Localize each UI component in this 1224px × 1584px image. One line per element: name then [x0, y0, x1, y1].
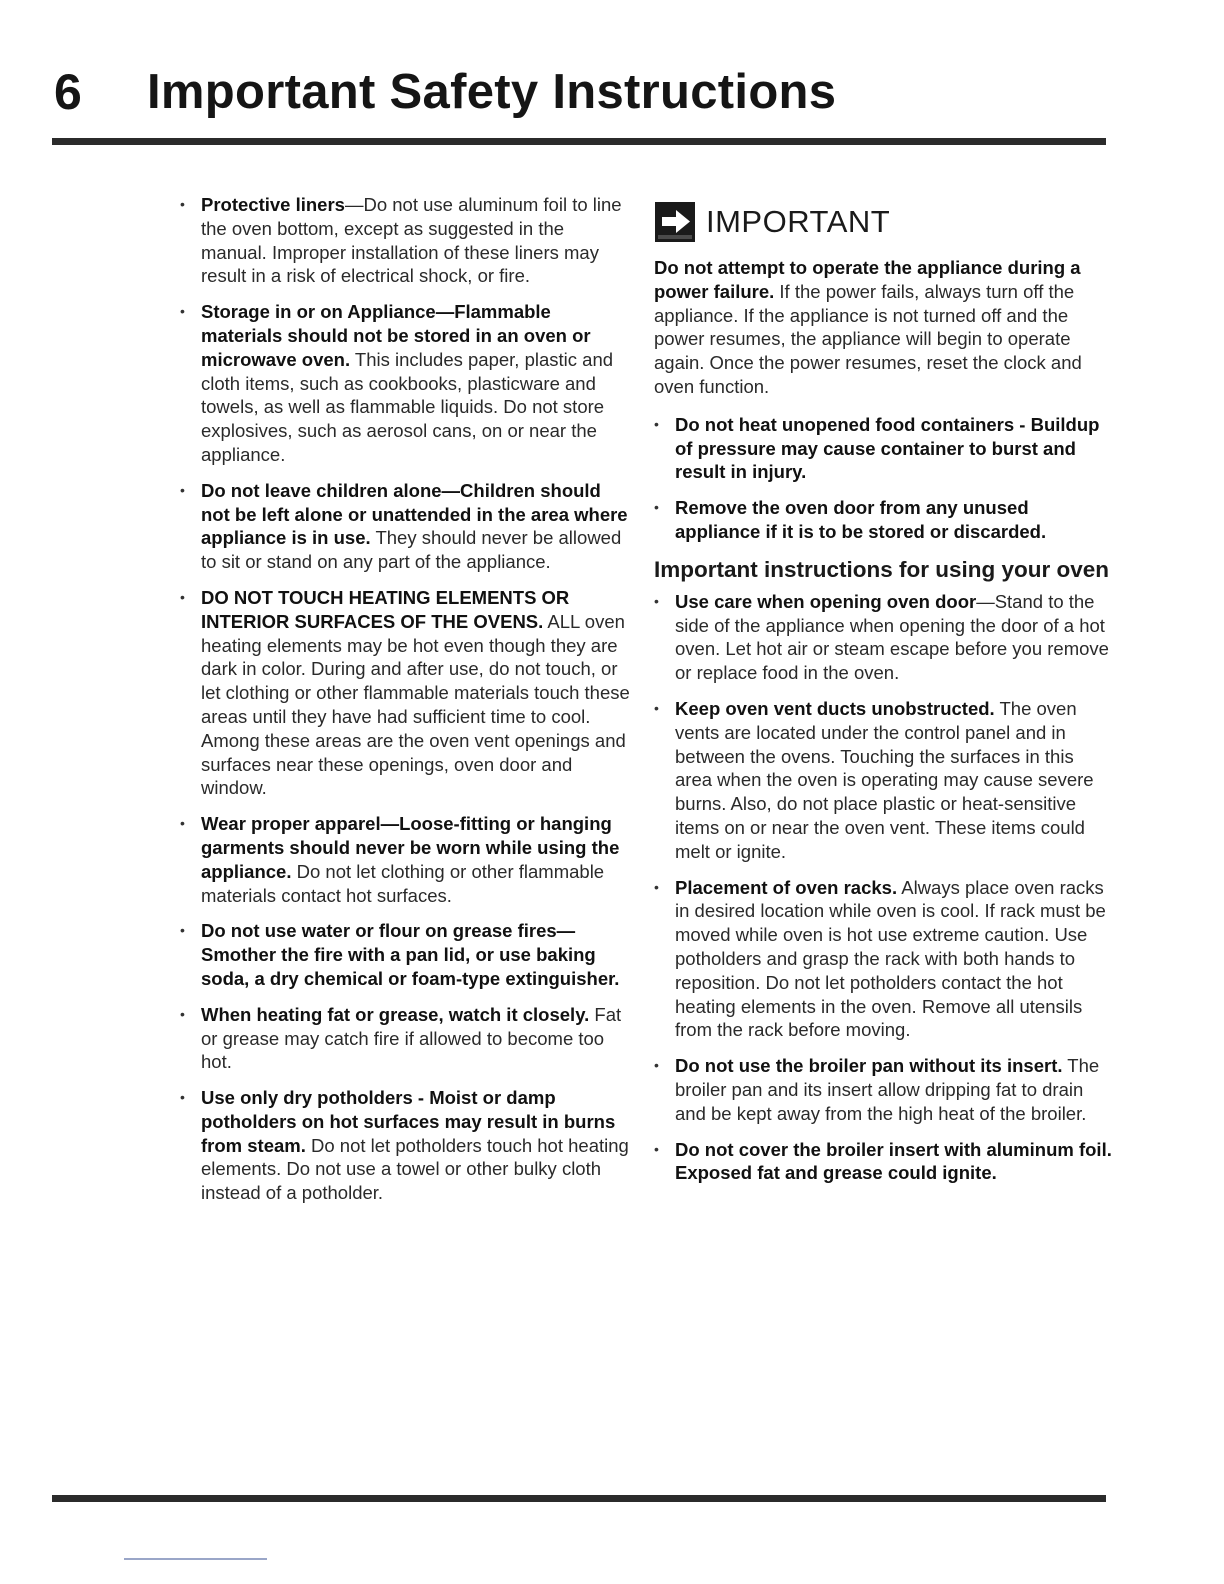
item-bold: Do not leave children alone—Children should not be left alone or unattended in the area where appliance is in use. — [201, 479, 628, 549]
item-text: Fat or grease may catch fire if allowed to become too hot. — [201, 1003, 622, 1073]
footer-underline — [124, 1558, 267, 1560]
list-item — [654, 413, 1112, 484]
list-item — [654, 1054, 1112, 1125]
left-column — [180, 193, 632, 1217]
item-bold: Do not use water or flour on grease fires— Smother the fire with a pan lid, or use baking soda, a dry chemical or foam-type extinguisher. — [201, 920, 620, 989]
safety-list-right-top — [654, 413, 1112, 544]
important-bold: Do not attempt to operate the appliance during a power failure. — [654, 257, 1081, 302]
important-paragraph — [654, 256, 1112, 399]
item-text: Do not let clothing or other flammable materials contact hot surfaces. — [201, 860, 605, 906]
item-bold: Do not heat unopened food containers - Buildup of pressure may cause container to burst and result in injury. — [675, 413, 1100, 483]
list-item — [654, 496, 1112, 544]
list-item — [654, 590, 1112, 685]
list-item — [180, 1086, 632, 1205]
item-text: The broiler pan and its insert allow dripping fat to drain and be kept away from the high heat of the broiler. — [675, 1055, 1100, 1124]
list-item — [654, 876, 1112, 1043]
item-bold: Use only dry potholders - Moist or damp potholders on hot surfaces may result in burns from steam. — [201, 1087, 616, 1156]
list-item — [180, 479, 632, 574]
item-text: The oven vents are located under the control panel and in between the ovens. Touching the surfaces in this area when the oven is operating may cause severe burns. Also, do not place plastic or heat-sensitive items on or near the oven vent. These items could melt or ignite. — [675, 697, 1094, 862]
item-bold: Protective liners — [201, 194, 345, 215]
item-bold: Do not cover the broiler insert with aluminum foil. Exposed fat and grease could ignite. — [675, 1138, 1112, 1184]
item-bold: Placement of oven racks. — [675, 876, 898, 898]
item-text: They should never be allowed to sit or stand on any part of the appliance. — [201, 527, 622, 573]
list-item — [180, 919, 632, 990]
important-label: IMPORTANT — [706, 204, 891, 239]
important-text: If the power fails, always turn off the appliance. If the appliance is not turned off and the power resumes, the appliance will begin to operate again. Once the power resumes, reset the clock and oven function. — [654, 280, 1082, 397]
item-bold: Wear proper apparel—Loose-fitting or hanging garments should never be worn while using the appliance. — [201, 813, 620, 882]
safety-list-left — [180, 193, 632, 1205]
list-item — [180, 1003, 632, 1074]
item-bold: Keep oven vent ducts unobstructed. — [675, 697, 995, 719]
item-bold: Remove the oven door from any unused appliance if it is to be stored or discarded. — [675, 497, 1047, 542]
list-item — [180, 812, 632, 907]
item-text: ALL oven heating elements may be hot even though they are dark in color. During and after use, do not touch, or let clothing or other flammable materials touch these areas until they have had sufficient time to cool. Among these areas are the oven vent openings and surfaces near these openings, oven door and window. — [201, 610, 630, 799]
page-header — [52, 58, 1112, 128]
item-text: This includes paper, plastic and cloth items, such as cookbooks, plasticware and towels, as well as flammable liquids. Do not store explosives, such as aerosol cans, on or near the appliance. — [201, 348, 614, 465]
list-item — [654, 697, 1112, 864]
section-subheading: Important instructions for using your oven — [654, 556, 1110, 582]
page-title: Important Safety Instructions — [147, 65, 837, 119]
list-item — [180, 300, 632, 467]
item-bold: When heating fat or grease, watch it closely. — [201, 1003, 590, 1025]
item-text: —Do not use aluminum foil to line the oven bottom, except as suggested in the manual. Improper installation of these liners may result in a risk of electrical shock, or fire. — [201, 194, 622, 287]
item-bold: Do not use the broiler pan without its insert. — [675, 1055, 1063, 1077]
safety-list-right-bottom — [654, 590, 1112, 1185]
item-text: —Stand to the side of the appliance when opening the door of a hot oven. Let hot air or steam escape before you remove or replace food in the oven. — [675, 590, 1109, 684]
footer-rule — [52, 1495, 1106, 1502]
page-number: 6 — [54, 64, 82, 120]
arrow-right-icon — [655, 202, 695, 242]
list-item — [180, 586, 632, 800]
item-bold: Storage in or on Appliance—Flammable materials should not be stored in an oven or microwave oven. — [201, 301, 591, 370]
item-text: Always place oven racks in desired location while oven is cool. If rack must be moved while oven is hot use extreme caution. Use potholders and grasp the rack with both hands to reposition. Do not let potholders contact the hot heating elements in the oven. Remove all utensils from the rack before moving. — [675, 876, 1106, 1041]
header-rule — [52, 138, 1106, 145]
item-bold: DO NOT TOUCH HEATING ELEMENTS OR INTERIOR SURFACES OF THE OVENS. — [201, 586, 570, 632]
list-item — [654, 1138, 1112, 1186]
item-bold: Use care when opening oven door — [675, 590, 977, 612]
item-text: Do not let potholders touch hot heating elements. Do not use a towel or other bulky cloth instead of a potholder. — [201, 1134, 629, 1204]
important-callout-header — [654, 196, 1112, 248]
right-column — [654, 196, 1112, 1197]
list-item — [180, 193, 632, 288]
